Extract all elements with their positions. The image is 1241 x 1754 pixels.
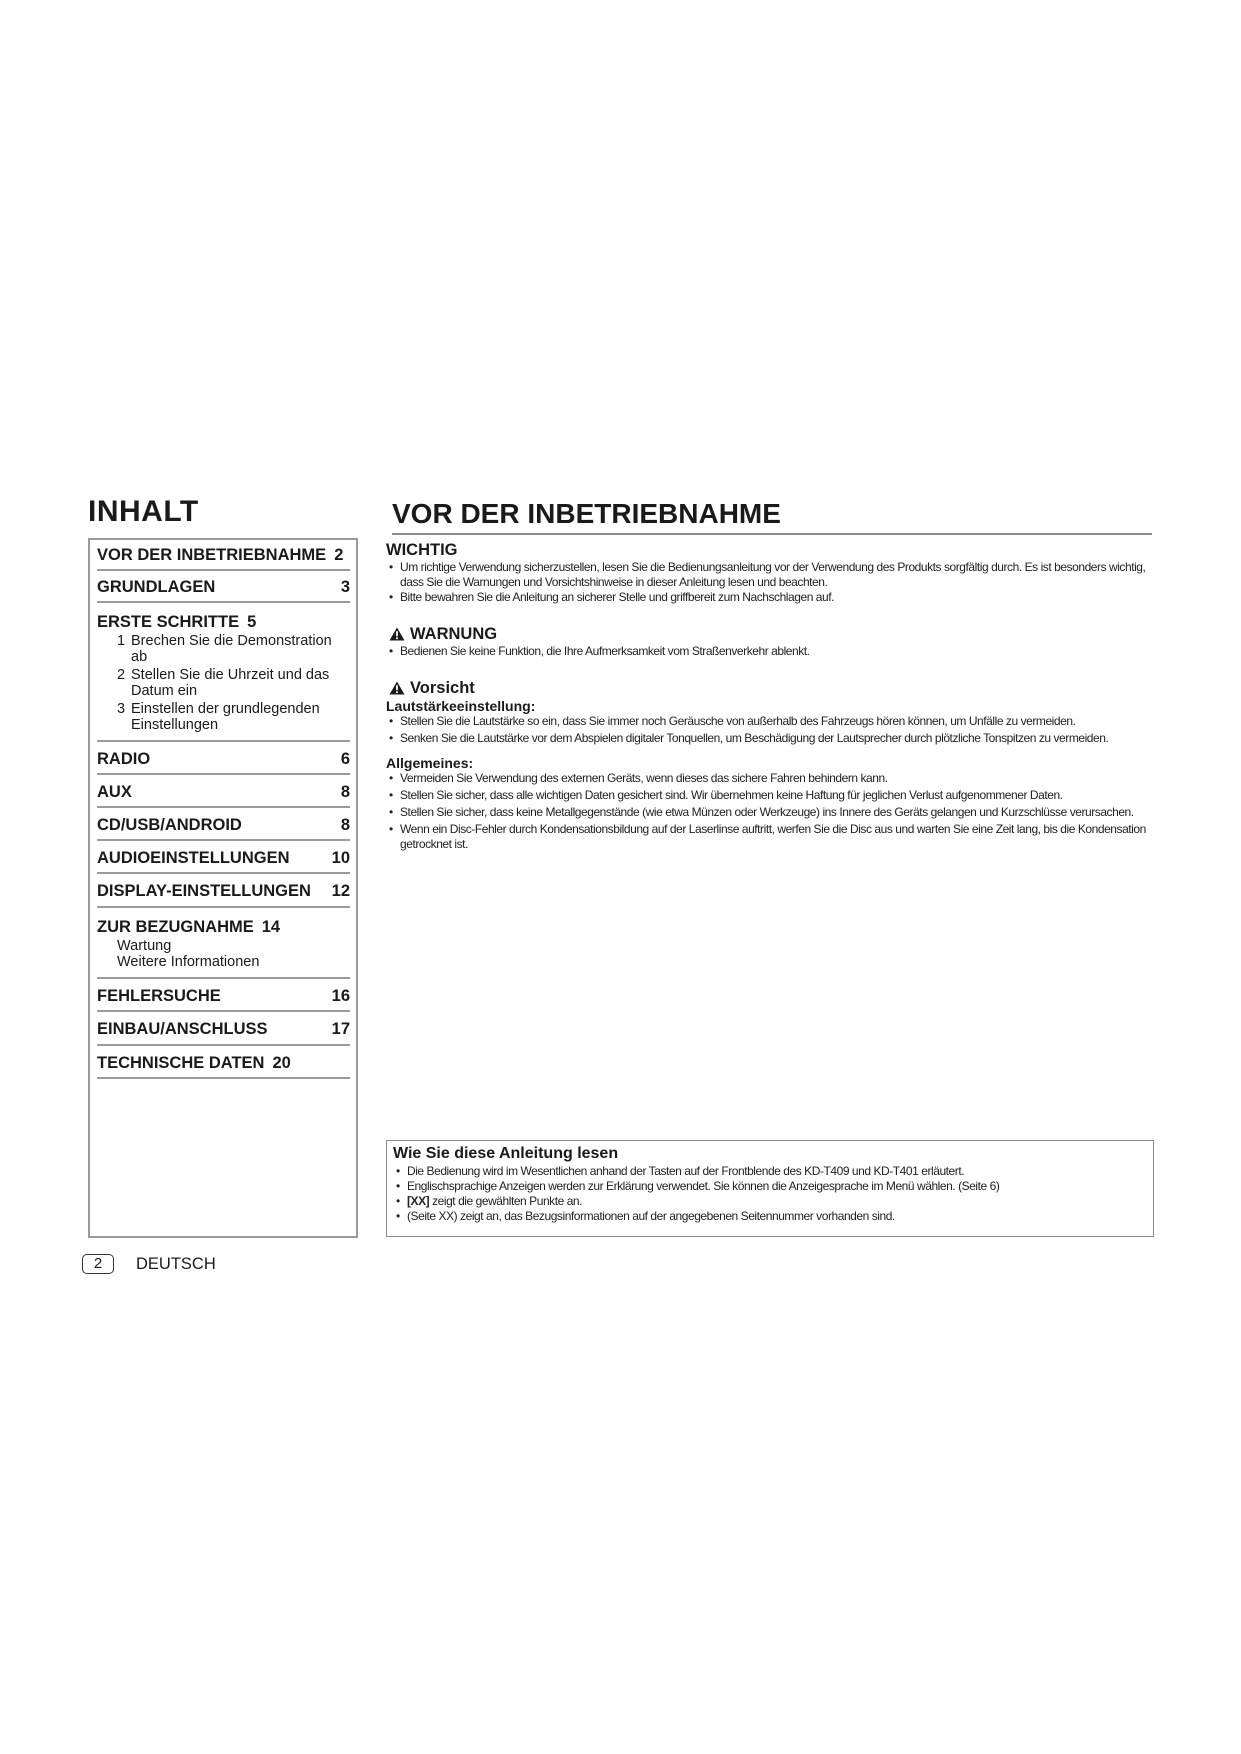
- toc-entry-page: 8: [340, 816, 350, 834]
- toc-subitem-text: Stellen Sie die Uhrzeit und das Datum ein: [131, 667, 330, 699]
- toc-subitem[interactable]: Wartung: [117, 938, 172, 954]
- toc-entry-page: 16: [331, 987, 350, 1005]
- bullet-item: [393, 1194, 1147, 1209]
- xx-token: [XX]: [407, 1194, 430, 1208]
- toc-entry[interactable]: [97, 603, 350, 742]
- subsection-heading: Allgemeines:: [386, 755, 474, 771]
- bullet-item: • Englischsprachige Anzeigen werden zur Erklärung verwendet. Sie können die Anzeigesprache im Menü wählen. (Seite 6): [393, 1179, 1147, 1194]
- toc-entry-label: DISPLAY-EINSTELLUNGEN: [97, 882, 311, 900]
- caution-icon: [389, 681, 405, 695]
- toc-entry-label: ZUR BEZUGNAHME: [97, 918, 254, 936]
- toc-entry[interactable]: [97, 1046, 350, 1079]
- section-heading-text: WARNUNG: [410, 625, 498, 643]
- bullet-item: • Wenn ein Disc-Fehler durch Kondensationsbildung auf der Laserlinse auftritt, werfen Sie die Disc aus und warten Sie eine Zeit lang, bis die Kondensation getrocknet ist.: [386, 822, 1156, 852]
- bullet-item: • Um richtige Verwendung sicherzustellen, lesen Sie die Bedienungsanleitung vor der Verwendung des Produkts sorgfältig durch. Es ist besonders wichtig, dass Sie die Warnungen und Vorsichtshinweise in dieser Anleitung lesen und beachten.: [386, 560, 1156, 590]
- bullet-item: • Stellen Sie die Lautstärke so ein, dass Sie immer noch Geräusche von außerhalb des Fahrzeugs hören können, um Unfälle zu vermeiden.: [386, 714, 1156, 729]
- toc-subitem[interactable]: [97, 701, 350, 733]
- toc-entry-page: 8: [340, 783, 350, 801]
- toc-entry-page: 12: [331, 882, 350, 900]
- section-heading: [386, 678, 1156, 698]
- toc-entry[interactable]: [97, 841, 350, 874]
- subsection-heading: Lautstärkeeinstellung:: [386, 698, 536, 714]
- toc-entry[interactable]: [97, 979, 350, 1012]
- section-wichtig: [386, 540, 1156, 605]
- toc-entry-page: 14: [261, 918, 281, 936]
- toc-entry-label: EINBAU/ANSCHLUSS: [97, 1020, 268, 1038]
- toc-subitem-number: 2: [117, 667, 126, 683]
- bullet-item: • Bitte bewahren Sie die Anleitung an sicherer Stelle und griffbereit zum Nachschlagen auf.: [386, 590, 1156, 605]
- main-content: [386, 540, 1156, 852]
- toc-entry-label: AUDIOEINSTELLUNGEN: [97, 849, 290, 867]
- toc-entry-label: RADIO: [97, 750, 151, 768]
- section-heading: [386, 624, 1156, 644]
- bullet-item: • Senken Sie die Lautstärke vor dem Abspielen digitaler Tonquellen, um Beschädigung der Lautsprecher durch plötzliche Tonspitzen zu vermeiden.: [386, 731, 1156, 746]
- toc-entry[interactable]: [97, 571, 350, 603]
- bullet-item: • Bedienen Sie keine Funktion, die Ihre Aufmerksamkeit vom Straßenverkehr ablenkt.: [386, 644, 1156, 659]
- bullet-item: • (Seite XX) zeigt an, das Bezugsinformationen auf der angegebenen Seitennummer vorhanden sind.: [393, 1209, 1147, 1224]
- toc-entry[interactable]: [97, 742, 350, 775]
- toc-entry-label: FEHLERSUCHE: [97, 987, 221, 1005]
- toc-entry-label: VOR DER INBETRIEBNAHME: [97, 546, 327, 564]
- toc-entry[interactable]: [97, 908, 350, 979]
- section-heading: WICHTIG: [386, 541, 458, 559]
- language-label: DEUTSCH: [136, 1255, 216, 1273]
- section-vorsicht: [386, 678, 1156, 852]
- warning-icon: [389, 627, 405, 641]
- toc-subitem-text: Brechen Sie die Demonstration ab: [131, 633, 332, 665]
- toc-entry-label: AUX: [97, 783, 132, 801]
- bullet-item: • Stellen Sie sicher, dass alle wichtigen Daten gesichert sind. Wir übernehmen keine Haftung für jeglichen Verlust aufgenommener Daten.: [386, 788, 1156, 803]
- toc-entry-page: 20: [272, 1054, 291, 1072]
- page-footer: [82, 1254, 216, 1274]
- section-heading: Wie Sie diese Anleitung lesen: [393, 1145, 619, 1162]
- toc-entry-page: 2: [334, 546, 344, 564]
- toc-subitem[interactable]: [97, 633, 350, 665]
- toc-entry-label: CD/USB/ANDROID: [97, 816, 242, 834]
- toc-entry[interactable]: [97, 874, 350, 908]
- toc-subitem-number: 1: [117, 633, 126, 649]
- bullet-item: • Die Bedienung wird im Wesentlichen anhand der Tasten auf der Frontblende des KD-T409 und KD-T401 erläutert.: [393, 1164, 1147, 1179]
- toc-entry-label: TECHNISCHE DATEN: [97, 1054, 265, 1072]
- toc-subitem-text: Einstellen der grundlegenden Einstellungen: [131, 701, 320, 733]
- section-heading-text: Vorsicht: [410, 679, 475, 697]
- toc-title: INHALT: [88, 495, 199, 528]
- toc-entry[interactable]: [97, 1012, 350, 1046]
- toc-entry[interactable]: [97, 775, 350, 808]
- xx-text: zeigt die gewählten Punkte an.: [432, 1194, 583, 1208]
- bullet-item: • Stellen Sie sicher, dass keine Metallgegenstände (wie etwa Münzen oder Werkzeuge) ins Innere des Geräts gelangen und Kurzschlüsse verursachen.: [386, 805, 1156, 820]
- toc-entry-label: ERSTE SCHRITTE: [97, 613, 240, 631]
- how-to-read-box: [386, 1140, 1154, 1237]
- toc-subitem[interactable]: [97, 667, 350, 699]
- main-title: VOR DER INBETRIEBNAHME: [392, 496, 1152, 535]
- toc-entry[interactable]: [97, 808, 350, 841]
- toc-entry-page: 10: [331, 849, 350, 867]
- toc-entry-label: GRUNDLAGEN: [97, 578, 216, 596]
- toc-entry-page: 5: [247, 613, 257, 631]
- section-warnung: [386, 624, 1156, 659]
- toc-subitem-number: 3: [117, 701, 126, 717]
- toc-entry[interactable]: [97, 540, 350, 571]
- bullet-item: • Vermeiden Sie Verwendung des externen Geräts, wenn dieses das sichere Fahren behindern kann.: [386, 771, 1156, 786]
- page-number: 2: [82, 1254, 114, 1274]
- toc-entry-page: 6: [340, 750, 350, 768]
- toc-entry-page: 17: [331, 1020, 350, 1038]
- toc-box: [88, 538, 358, 1238]
- toc-subitem[interactable]: Weitere Informationen: [117, 954, 260, 970]
- toc-entry-page: 3: [340, 578, 350, 596]
